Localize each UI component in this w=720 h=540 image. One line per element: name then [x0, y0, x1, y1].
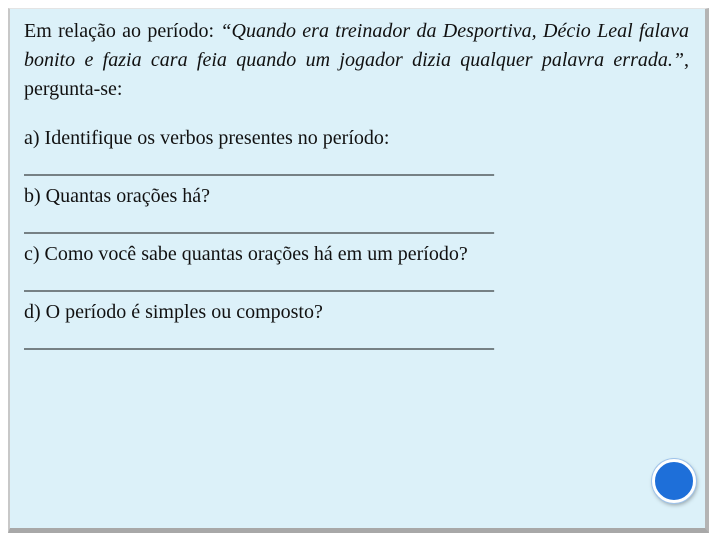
intro-lead: Em relação ao período:	[24, 20, 221, 42]
question-c: c) Como você sabe quantas orações há em um período?	[24, 243, 468, 265]
intro-quote: “Quando era treinador da Desportiva, Décio Leal falava bonito e fazia cara feia quando um jogador dizia qualquer palavra errada.”	[24, 20, 689, 71]
slide	[8, 8, 709, 533]
slide-content	[24, 17, 689, 356]
intro-paragraph	[24, 17, 689, 104]
intro-tail: , pergunta-se:	[24, 49, 689, 100]
answer-line-c: _______________________________________________	[24, 272, 494, 294]
question-d: d) O período é simples ou composto?	[24, 301, 323, 323]
answer-line-d: _______________________________________________	[24, 330, 494, 352]
answer-line-b: _______________________________________________	[24, 214, 494, 236]
answer-line-a: _______________________________________________	[24, 156, 494, 178]
blue-circle-decoration	[652, 459, 696, 503]
question-b: b) Quantas orações há?	[24, 185, 211, 207]
question-list	[24, 124, 689, 356]
question-a: a) Identifique os verbos presentes no período:	[24, 127, 390, 149]
